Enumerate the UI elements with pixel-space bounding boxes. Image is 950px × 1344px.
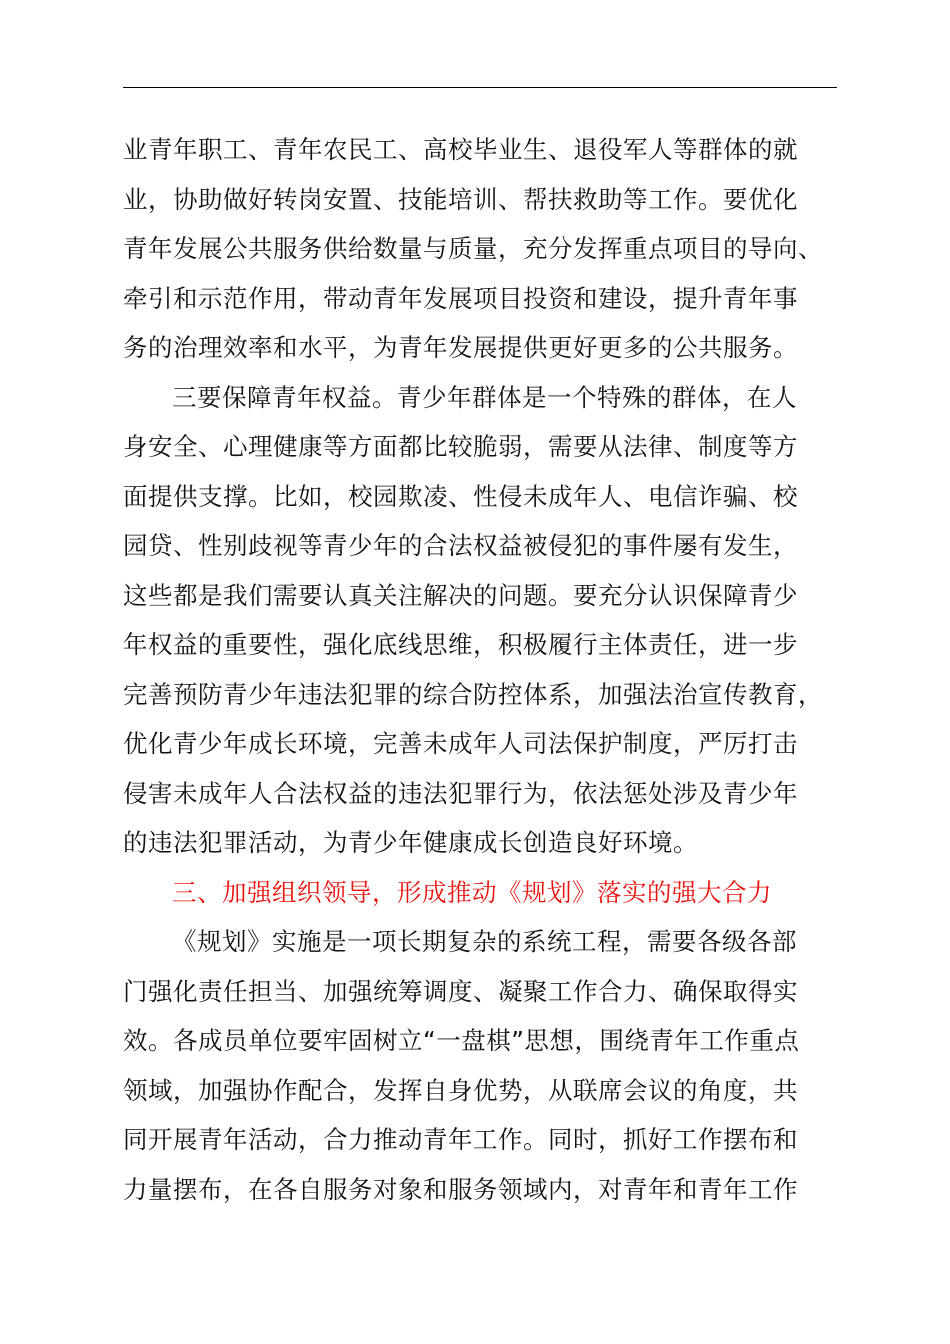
paragraph-1-line-4: 牵引和示范作用，带动青年发展项目投资和建设，提升青年事 — [123, 284, 798, 313]
header-rule — [123, 87, 837, 88]
paragraph-1-line-3: 青年发展公共服务供给数量与质量，充分发挥重点项目的导向、 — [123, 234, 823, 263]
paragraph-2-line-6: 年权益的重要性，强化底线思维，积极履行主体责任，进一步 — [123, 630, 798, 659]
paragraph-2-line-4: 园贷、性别歧视等青少年的合法权益被侵犯的事件屡有发生， — [123, 531, 798, 560]
paragraph-2-line-8: 优化青少年成长环境，完善未成年人司法保护制度，严厉打击 — [123, 729, 798, 758]
section-heading-3: 三、加强组织领导，形成推动《规划》落实的强大合力 — [172, 878, 772, 907]
paragraph-3-line-3: 效。各成员单位要牢固树立“一盘棋”思想，围绕青年工作重点 — [123, 1026, 800, 1055]
paragraph-2-line-3: 面提供支撑。比如，校园欺凌、性侵未成年人、电信诈骗、校 — [123, 482, 798, 511]
paragraph-2-line-5: 这些都是我们需要认真关注解决的问题。要充分认识保障青少 — [123, 581, 798, 610]
paragraph-2-line-1: 三要保障青年权益。青少年群体是一个特殊的群体，在人 — [172, 383, 797, 412]
paragraph-2-line-9: 侵害未成年人合法权益的违法犯罪行为，依法惩处涉及青少年 — [123, 779, 798, 808]
paragraph-3-line-6: 力量摆布，在各自服务对象和服务领域内，对青年和青年工作 — [123, 1175, 798, 1204]
paragraph-3-line-1: 《规划》实施是一项长期复杂的系统工程，需要各级各部 — [172, 927, 797, 956]
paragraph-2-line-7: 完善预防青少年违法犯罪的综合防控体系，加强法治宣传教育， — [123, 680, 823, 709]
paragraph-3-line-5: 同开展青年活动，合力推动青年工作。同时，抓好工作摆布和 — [123, 1125, 798, 1154]
paragraph-1-line-2: 业，协助做好转岗安置、技能培训、帮扶救助等工作。要优化 — [123, 185, 798, 214]
paragraph-3-line-2: 门强化责任担当、加强统筹调度、凝聚工作合力、确保取得实 — [123, 977, 798, 1006]
paragraph-2-line-10: 的违法犯罪活动，为青少年健康成长创造良好环境。 — [123, 828, 698, 857]
paragraph-2-line-2: 身安全、心理健康等方面都比较脆弱，需要从法律、制度等方 — [123, 432, 798, 461]
paragraph-1-line-5: 务的治理效率和水平，为青年发展提供更好更多的公共服务。 — [123, 333, 798, 362]
paragraph-1-line-1: 业青年职工、青年农民工、高校毕业生、退役军人等群体的就 — [123, 135, 798, 164]
paragraph-3-line-4: 领域，加强协作配合，发挥自身优势，从联席会议的角度，共 — [123, 1076, 798, 1105]
